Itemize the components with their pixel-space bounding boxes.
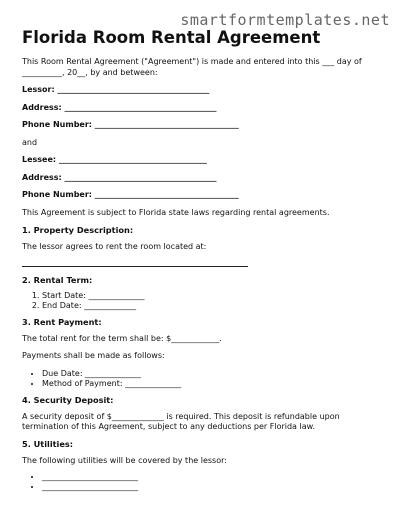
lessor-phone-field[interactable]: Phone Number: ____________________________________ xyxy=(22,120,239,129)
document-title: Florida Room Rental Agreement xyxy=(22,28,321,47)
intro-line-1: This Room Rental Agreement ("Agreement") is made and entered into this ___ day of xyxy=(22,57,362,66)
section-2-heading: 2. Rental Term: xyxy=(22,274,93,285)
deposit-line-1[interactable]: A security deposit of $_____________ is required. This deposit is refundable upon xyxy=(22,411,340,421)
section-5-text: The following utilities will be covered by the lessor: xyxy=(22,455,227,465)
lessor-address-field[interactable]: Address: ______________________________________ xyxy=(22,102,217,112)
agreement-document xyxy=(22,28,367,492)
payments-text: Payments shall be made as follows: xyxy=(22,351,165,360)
intro-line-2: __________, 20__, by and between: xyxy=(22,67,158,77)
lessee-name-field[interactable]: Lessee: _____________________________________ xyxy=(22,155,207,164)
site-watermark: smartformtemplates.net xyxy=(180,11,390,29)
and-text: and xyxy=(22,137,38,147)
rental-term-list xyxy=(22,291,367,311)
payment-method-field[interactable]: • Method of Payment: ______________ xyxy=(42,379,367,389)
state-law-text: This Agreement is subject to Florida state laws regarding rental agreements. xyxy=(22,207,330,217)
due-date-field[interactable]: • Due Date: ______________ xyxy=(42,369,367,379)
deposit-line-2: termination of this Agreement, subject to any deductions per Florida law. xyxy=(22,422,315,431)
payment-list xyxy=(22,369,367,389)
start-date-field[interactable]: 1. Start Date: ______________ xyxy=(42,291,367,301)
utility-field[interactable]: • ________________________ xyxy=(42,472,367,482)
lessee-phone-field[interactable]: Phone Number: ____________________________________ xyxy=(22,190,239,199)
section-3-heading: 3. Rent Payment: xyxy=(22,316,102,327)
section-5-heading: 5. Utilities: xyxy=(22,438,74,449)
property-address-line[interactable] xyxy=(22,266,248,267)
utilities-list xyxy=(22,472,367,492)
utility-field[interactable]: • ________________________ xyxy=(42,482,367,492)
total-rent-text[interactable]: The total rent for the term shall be: $____________. xyxy=(22,333,222,343)
section-1-text: The lessor agrees to rent the room located at: xyxy=(22,242,207,251)
end-date-field[interactable]: 2. End Date: _____________ xyxy=(42,301,367,311)
section-4-heading: 4. Security Deposit: xyxy=(22,394,114,405)
section-1-heading: 1. Property Description: xyxy=(22,225,134,235)
lessee-address-field[interactable]: Address: ______________________________________ xyxy=(22,172,217,182)
lessor-name-field[interactable]: Lessor: ______________________________________ xyxy=(22,85,210,94)
